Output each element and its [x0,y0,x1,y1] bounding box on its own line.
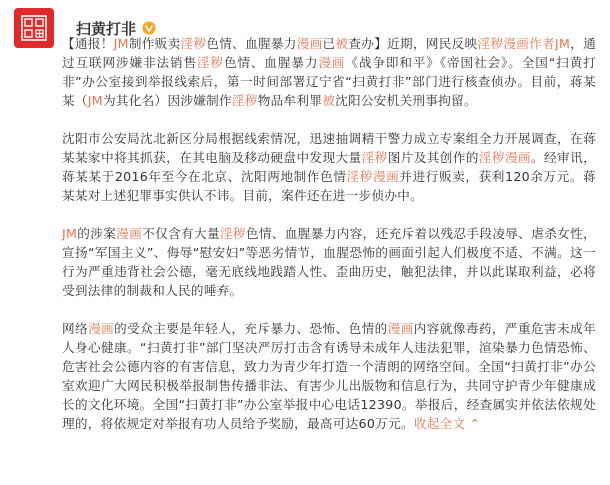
text: 。经审讯，蒋某某于2016年至今在北京、沈阳两地制作色情 [62,150,596,184]
text: 为其化名）因涉嫌制作 [102,93,232,108]
text: 图片及其创作的 [387,150,479,165]
collapse-link[interactable]: 收起全文 ⌃ [413,416,481,431]
paragraph-1 [62,34,596,110]
highlight-text: 淫秽 [346,169,373,184]
text: ，通过互联网涉嫌非法销售 [62,36,596,70]
highlight-text: 淫秽 [231,93,258,108]
highlight-text: 被 [335,36,349,51]
verified-badge-icon [142,21,156,35]
highlight-text: 漫画 [372,169,400,184]
text: 内容就像毒药，严重危害未成年人身心健康。“扫黄打非”部门坚决严厉打击含有诱导未成年人违法犯罪，渲染暴力色情恐怖、危害社会公德内容的有害信息，致力为青少年打造一个清朗的网络空间。全国“扫黄打非”办公室欢迎广大网民积极举报制售传播非法、有害少儿出版物和信息行为，共同守护青少年健康成长的文化环境。全国“扫黄打非”办公室举报中心电话12390。举报后，经查属实并依法依规处理的，将依规定对举报有功人员给予奖励，最高可达60万元。 [62,321,596,431]
highlight-text: 漫画 [318,55,346,70]
highlight-text: 漫画 [88,321,115,336]
highlight-text: 淫秽 [180,36,207,51]
highlight-text: 淫秽 [477,36,504,51]
text: 沈阳公安机关刑事拘留。 [335,93,477,108]
highlight-text: JM [87,93,103,108]
bottom-fade [0,459,610,485]
highlight-text: 作者 [529,36,555,51]
text: 已 [322,36,336,51]
highlight-text: 淫秽 [196,55,224,70]
account-name[interactable]: 扫黄打非 [76,19,137,38]
text: 色情、血腥暴力内容，还充斥着以残忍手段凌辱、虐杀女性，宣扬“军国主义”、侮辱“慰安妇”等恶劣情节，血腥恐怖的画面引起人们极度不适、不满。这一行为严重违背社会公德，毫无底线地践踏人性、歪曲历史，触犯法律，并以此谋取利益，必将受到法律的制裁和人民的唾弃。 [62,226,596,298]
text: 制作贩卖 [128,36,181,51]
highlight-text: JM [113,36,129,51]
highlight-text: 被 [322,93,336,108]
text: 的受众主要是年轻人，充斥暴力、恐怖、色情的 [114,321,388,336]
text: 网络 [62,321,89,336]
highlight-text: 漫画 [503,36,530,51]
text: 不仅含有大量 [142,226,220,241]
text: 色情、血腥暴力 [223,55,319,70]
seal-logo-icon[interactable] [14,8,54,48]
text: 【通报！ [62,36,114,51]
text: 的涉案 [77,226,117,241]
text: 色情、血腥暴力 [206,36,297,51]
paragraph-4 [62,319,596,433]
text: 沈阳市公安局沈北新区分局根据线索情况，迅速抽调精干警力成立专案组全力开展调查，在蒋某某家中将其抓获，在其电脑及移动硬盘中发现大量 [62,131,596,165]
paragraph-2 [62,129,596,205]
text: 《战争即和平》《帝国社会》。全国“扫黄打非”办公室接到举报线索后，第一时间部署辽宁省“扫黄打非”部门进行核查侦办。目前，蒋某某（ [62,55,597,108]
highlight-text: 漫画 [387,321,414,336]
highlight-text: 淫秽 [361,150,388,165]
text: 查办】近期，网民反映 [348,36,478,51]
text: 并进行贩卖，获利120余万元。蒋某某对上述犯罪事实供认不讳。目前，案件还在进一步侦办中。 [62,169,596,203]
paragraph-3 [62,224,596,300]
highlight-text: 淫秽 [219,226,246,241]
highlight-text: 漫画 [116,226,143,241]
highlight-text: JM [62,226,78,241]
highlight-text: 淫秽 [478,150,505,165]
text: 物品牟利罪 [257,93,323,108]
highlight-text: 漫画 [296,36,323,51]
highlight-text: 漫画 [504,150,531,165]
post-content [62,34,596,452]
highlight-text: JM [554,36,571,51]
